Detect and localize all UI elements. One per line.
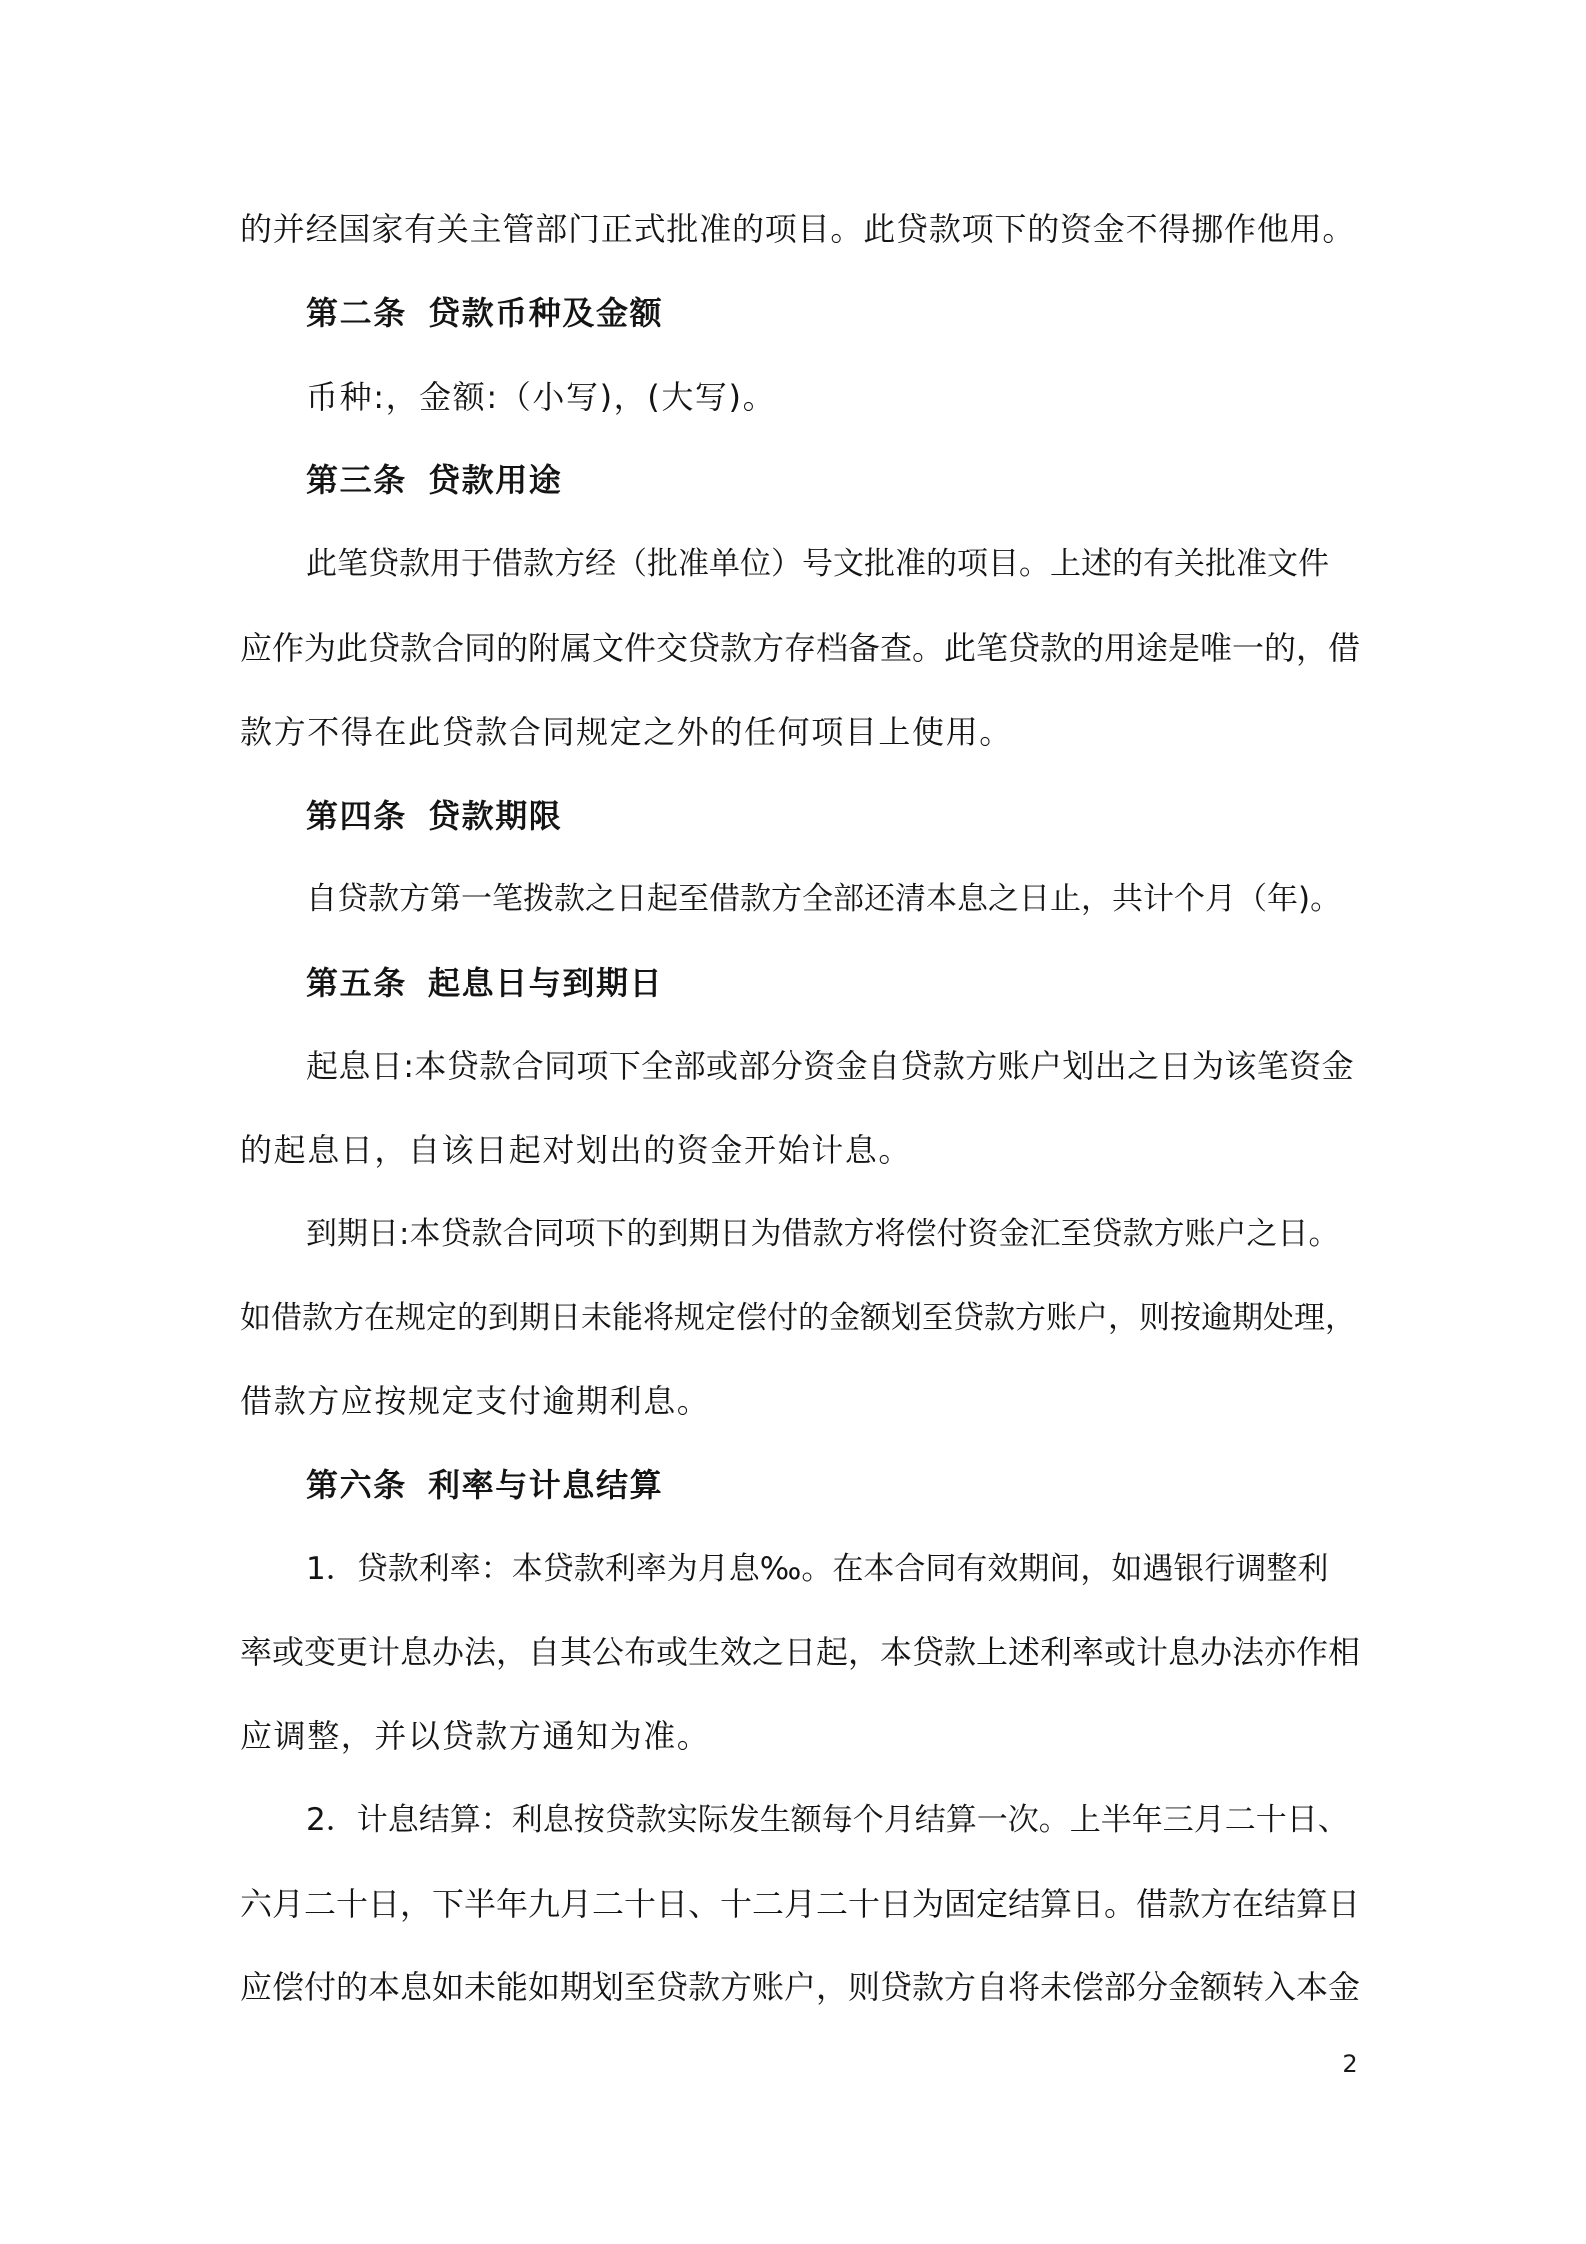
paragraph-line: 应偿付的本息如未能如期划至贷款方账户，则贷款方自将未偿部分金额转入本金: [240, 1968, 1361, 2006]
article-heading-5: [306, 953, 663, 1013]
paragraph-line: 1．贷款利率：本贷款利率为月息‰。在本合同有效期间，如遇银行调整利: [306, 1551, 1329, 1587]
paragraph-line: 币种:，金额:（小写)，(大写)。: [306, 378, 777, 416]
article-title: 贷款用途: [428, 461, 563, 499]
paragraph-line: 款方不得在此贷款合同规定之外的任何项目上使用。: [240, 713, 1013, 751]
article-heading-3: [306, 450, 562, 510]
paragraph-line: 自贷款方第一笔拨款之日起至借款方全部还清本息之日止，共计个月（年)。: [306, 881, 1342, 917]
article-heading-6: [306, 1455, 663, 1515]
paragraph-line: 此笔贷款用于借款方经（批准单位）号文批准的项目。上述的有关批准文件: [306, 546, 1329, 582]
paragraph-line: 应作为此贷款合同的附属文件交贷款方存档备查。此笔贷款的用途是唯一的，借: [240, 629, 1361, 667]
article-title: 利率与计息结算: [428, 1466, 664, 1504]
article-number: 第六条: [306, 1466, 407, 1504]
article-number: 第三条: [306, 461, 407, 499]
article-heading-4: [306, 786, 562, 846]
paragraph-line: 应调整，并以贷款方通知为准。: [240, 1717, 711, 1755]
paragraph-line: 率或变更计息办法，自其公布或生效之日起，本贷款上述利率或计息办法亦作相: [240, 1633, 1361, 1671]
paragraph-line: 2．计息结算：利息按贷款实际发生额每个月结算一次。上半年三月二十日、: [306, 1802, 1349, 1838]
article-title: 贷款币种及金额: [428, 294, 664, 332]
paragraph-line: 借款方应按规定支付逾期利息。: [240, 1382, 711, 1420]
paragraph-line: 起息日:本贷款合同项下全部或部分资金自贷款方账户划出之日为该笔资金: [306, 1047, 1354, 1085]
article-title: 起息日与到期日: [428, 964, 664, 1002]
paragraph-line: 如借款方在规定的到期日未能将规定偿付的金额划至贷款方账户，则按逾期处理，: [240, 1300, 1356, 1336]
paragraph-line: 的并经国家有关主管部门正式批准的项目。此贷款项下的资金不得挪作他用。: [240, 210, 1356, 248]
article-number: 第五条: [306, 964, 407, 1002]
paragraph-line: 到期日:本贷款合同项下的到期日为借款方将偿付资金汇至贷款方账户之日。: [306, 1216, 1340, 1252]
article-number: 第二条: [306, 294, 407, 332]
paragraph-line: 的起息日，自该日起对划出的资金开始计息。: [240, 1131, 913, 1169]
article-number: 第四条: [306, 797, 407, 835]
article-heading-2: [306, 283, 663, 343]
paragraph-line: 六月二十日，下半年九月二十日、十二月二十日为固定结算日。借款方在结算日: [240, 1885, 1361, 1923]
article-title: 贷款期限: [428, 797, 563, 835]
page-number: 2: [1342, 2050, 1358, 2078]
